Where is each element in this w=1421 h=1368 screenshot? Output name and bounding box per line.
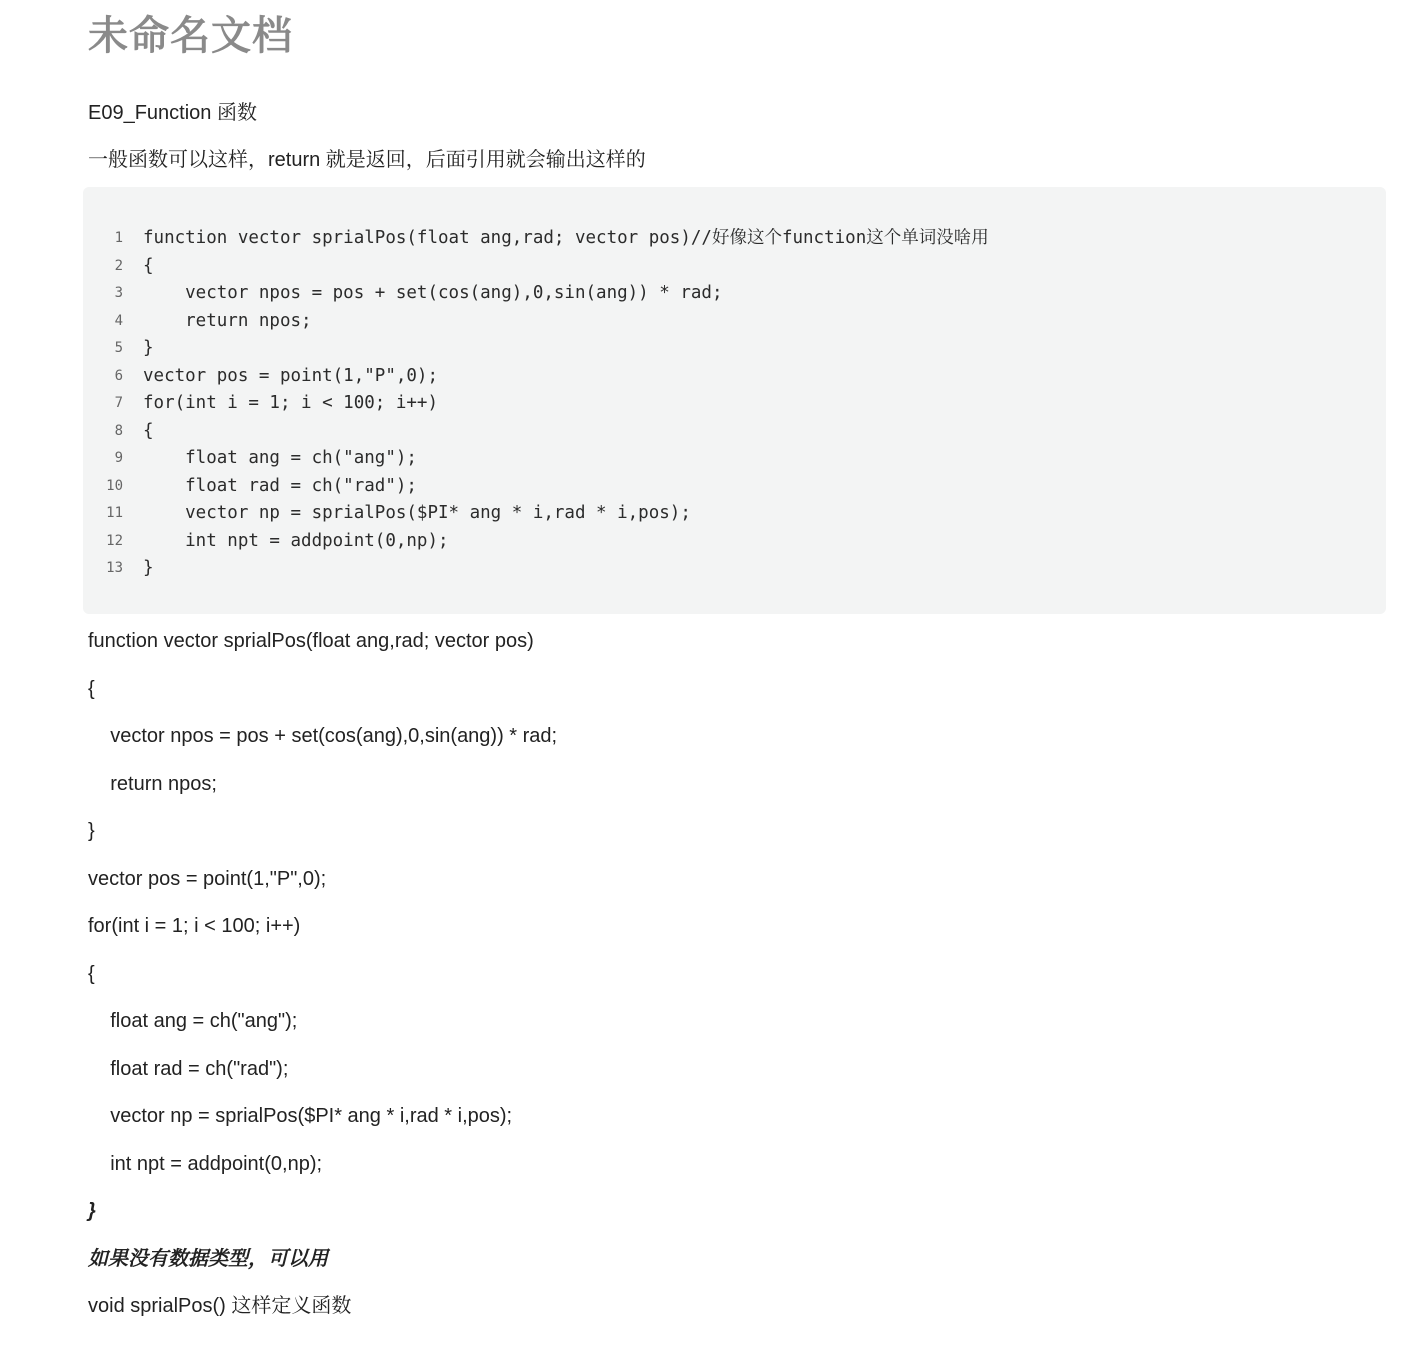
plain-code-line: return npos; — [88, 773, 217, 795]
line-number: 9 — [114, 450, 123, 466]
line-number: 6 — [114, 367, 123, 384]
plain-code-line: float rad = ch("rad"); — [88, 1058, 289, 1080]
code-text: return npos; — [143, 310, 312, 331]
plain-code-line: int npt = addpoint(0,np); — [88, 1153, 323, 1175]
code-text: function vector sprialPos(float ang,rad; vector pos)//好像这个function这个单词没啥用 — [143, 228, 989, 248]
plain-code-line: } — [88, 1200, 96, 1222]
line-number: 4 — [114, 312, 123, 329]
code-line — [83, 253, 1386, 280]
code-line — [83, 280, 1386, 307]
code-text: float ang = ch("ang"); — [143, 448, 417, 468]
line-number: 12 — [106, 532, 123, 549]
section-heading: E09_Function 函数 — [88, 102, 257, 124]
code-text: { — [143, 255, 154, 276]
code-text: vector np = sprialPos($PI* ang * i,rad * i,pos); — [143, 503, 691, 523]
plain-code-line: function vector sprialPos(float ang,rad; vector pos) — [88, 630, 534, 652]
code-line — [83, 445, 1386, 472]
line-number: 3 — [114, 285, 123, 301]
plain-code-line: } — [88, 820, 95, 842]
plain-code-line: for(int i = 1; i < 100; i++) — [88, 915, 301, 937]
plain-code-line: { — [88, 963, 95, 985]
line-number: 8 — [114, 422, 123, 439]
plain-code-line: vector np = sprialPos($PI* ang * i,rad * i,pos); — [88, 1105, 513, 1127]
emphasis-note: 如果没有数据类型，可以用 — [88, 1248, 328, 1270]
code-line — [83, 308, 1386, 335]
code-line — [83, 473, 1386, 500]
code-line — [83, 418, 1386, 445]
line-number: 7 — [114, 395, 123, 411]
line-number: 5 — [114, 340, 123, 356]
code-line — [83, 500, 1386, 527]
code-text: { — [143, 420, 154, 441]
code-line — [83, 555, 1386, 582]
code-line — [83, 225, 1386, 252]
code-line — [83, 363, 1386, 390]
code-line — [83, 390, 1386, 417]
intro-paragraph: 一般函数可以这样，return 就是返回，后面引用就会输出这样的 — [88, 149, 646, 171]
code-block[interactable] — [83, 187, 1386, 614]
code-text: } — [143, 338, 154, 358]
code-text: vector npos = pos + set(cos(ang),0,sin(ang)) * rad; — [143, 283, 723, 303]
code-text: } — [143, 558, 154, 578]
code-text: float rad = ch("rad"); — [143, 475, 417, 496]
line-number: 10 — [106, 477, 123, 494]
plain-code-line: vector pos = point(1,"P",0); — [88, 868, 327, 890]
code-line — [83, 335, 1386, 362]
plain-code-line: float ang = ch("ang"); — [88, 1010, 298, 1032]
plain-code-line: vector npos = pos + set(cos(ang),0,sin(ang)) * rad; — [88, 725, 558, 747]
line-number: 13 — [106, 560, 123, 576]
document-title: 未命名文档 — [88, 13, 293, 59]
code-line — [83, 528, 1386, 555]
plain-code-line: { — [88, 678, 95, 700]
code-text: int npt = addpoint(0,np); — [143, 530, 449, 551]
line-number: 1 — [114, 230, 123, 246]
note-paragraph: void sprialPos() 这样定义函数 — [88, 1295, 352, 1317]
code-text: vector pos = point(1,"P",0); — [143, 365, 439, 386]
line-number: 11 — [106, 505, 123, 521]
line-number: 2 — [114, 257, 123, 274]
code-text: for(int i = 1; i < 100; i++) — [143, 393, 439, 413]
